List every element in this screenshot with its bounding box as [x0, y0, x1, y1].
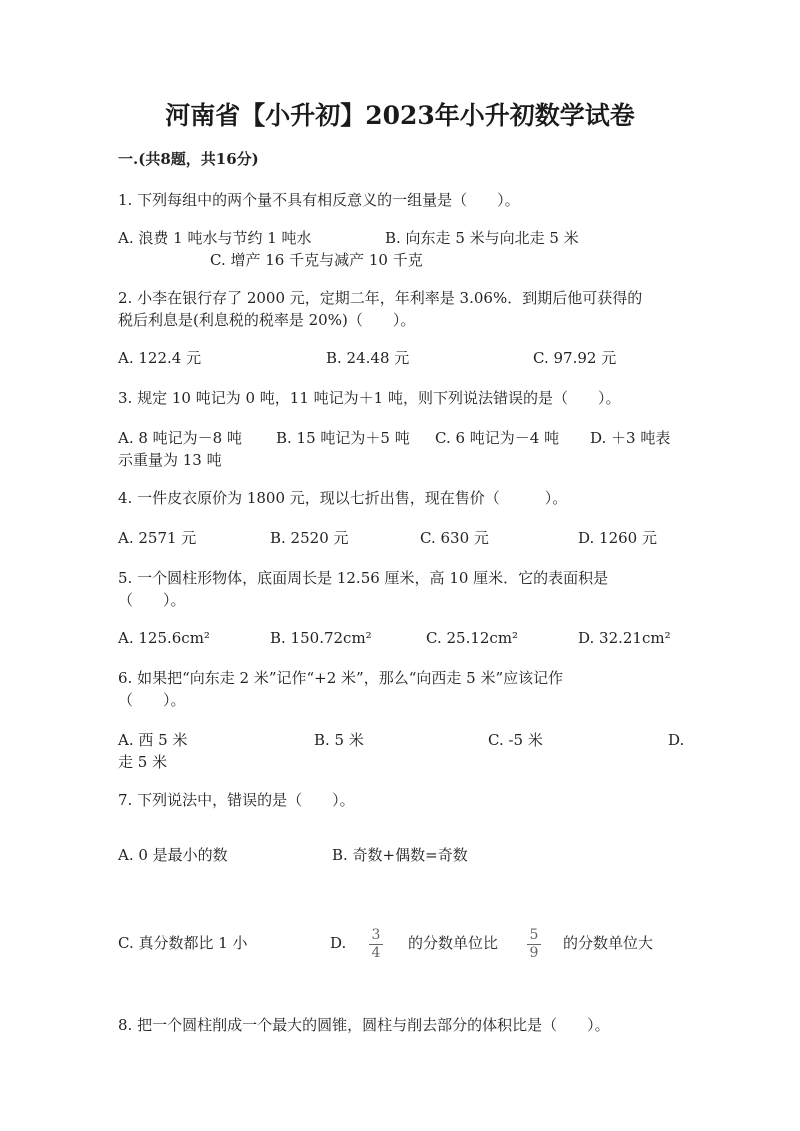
option-b: B. 向东走 5 米与向北走 5 米 — [385, 229, 579, 247]
option-c: C. 97.92 元 — [533, 349, 617, 367]
question-stem: 3. 规定 10 吨记为 0 吨，11 吨记为＋1 吨，则下列说法错误的是（ ）。 — [118, 389, 621, 407]
question-stem: 4. 一件皮衣原价为 1800 元，现以七折出售，现在售价（ ）。 — [118, 489, 568, 507]
option-d-text: 的分数单位比 — [408, 934, 499, 952]
option-c: C. 630 元 — [420, 529, 489, 547]
option-a: A. 125.6cm² — [118, 629, 210, 647]
option-c: C. 真分数都比 1 小 — [118, 934, 248, 952]
option-d-text-end: 的分数单位大 — [563, 934, 654, 952]
option-a: A. 0 是最小的数 — [118, 846, 228, 864]
fraction-three-quarters — [369, 928, 383, 961]
option-d-continued: 示重量为 13 吨 — [118, 451, 222, 469]
option-b: B. 150.72cm² — [270, 629, 372, 647]
option-a: A. 122.4 元 — [118, 349, 202, 367]
option-a: A. 西 5 米 — [118, 731, 188, 749]
fraction-five-ninths — [527, 928, 541, 961]
question-stem: 1. 下列每组中的两个量不具有相反意义的一组量是（ ）。 — [118, 191, 520, 209]
fraction-numerator: 3 — [371, 927, 381, 943]
section-heading: 一.(共8题，共16分) — [118, 150, 259, 168]
option-d: D. — [668, 731, 685, 749]
option-c: C. 增产 16 千克与减产 10 千克 — [210, 251, 423, 269]
option-c: C. -5 米 — [488, 731, 543, 749]
question-stem-line-1: 2. 小李在银行存了 2000 元，定期二年，年利率是 3.06%．到期后他可获得的 — [118, 289, 643, 307]
option-a: A. 8 吨记为－8 吨 — [118, 429, 242, 447]
question-stem-line-2: （ ）。 — [118, 691, 186, 709]
option-c: C. 25.12cm² — [426, 629, 519, 647]
question-stem-line-2: 税后利息是(利息税的税率是 20%)（ ）。 — [118, 311, 416, 329]
option-c: C. 6 吨记为－4 吨 — [435, 429, 560, 447]
option-d: D. 1260 元 — [578, 529, 657, 547]
question-stem-line-1: 6. 如果把“向东走 2 米”记作“+2 米”，那么“向西走 5 米”应该记作 — [118, 669, 564, 687]
option-b: B. 15 吨记为＋5 吨 — [276, 429, 410, 447]
option-b: B. 5 米 — [314, 731, 364, 749]
option-d: D. — [330, 934, 347, 952]
option-b: B. 2520 元 — [270, 529, 349, 547]
question-stem-line-2: （ ）。 — [118, 591, 186, 609]
page-title: 河南省【小升初】2023年小升初数学试卷 — [165, 101, 635, 130]
fraction-numerator: 5 — [529, 927, 539, 943]
option-d: D. 32.21cm² — [578, 629, 671, 647]
option-a: A. 2571 元 — [118, 529, 197, 547]
option-d-continued: 走 5 米 — [118, 753, 168, 771]
option-d: D. ＋3 吨表 — [590, 429, 671, 447]
option-a: A. 浪费 1 吨水与节约 1 吨水 — [118, 229, 312, 247]
question-stem: 7. 下列说法中，错误的是（ ）。 — [118, 791, 355, 809]
question-stem-line-1: 5. 一个圆柱形物体，底面周长是 12.56 厘米，高 10 厘米．它的表面积是 — [118, 569, 609, 587]
fraction-denominator: 9 — [529, 945, 539, 961]
question-stem: 8. 把一个圆柱削成一个最大的圆锥，圆柱与削去部分的体积比是（ ）。 — [118, 1016, 610, 1034]
fraction-denominator: 4 — [371, 945, 381, 961]
option-b: B. 奇数+偶数=奇数 — [332, 846, 468, 864]
option-b: B. 24.48 元 — [326, 349, 410, 367]
